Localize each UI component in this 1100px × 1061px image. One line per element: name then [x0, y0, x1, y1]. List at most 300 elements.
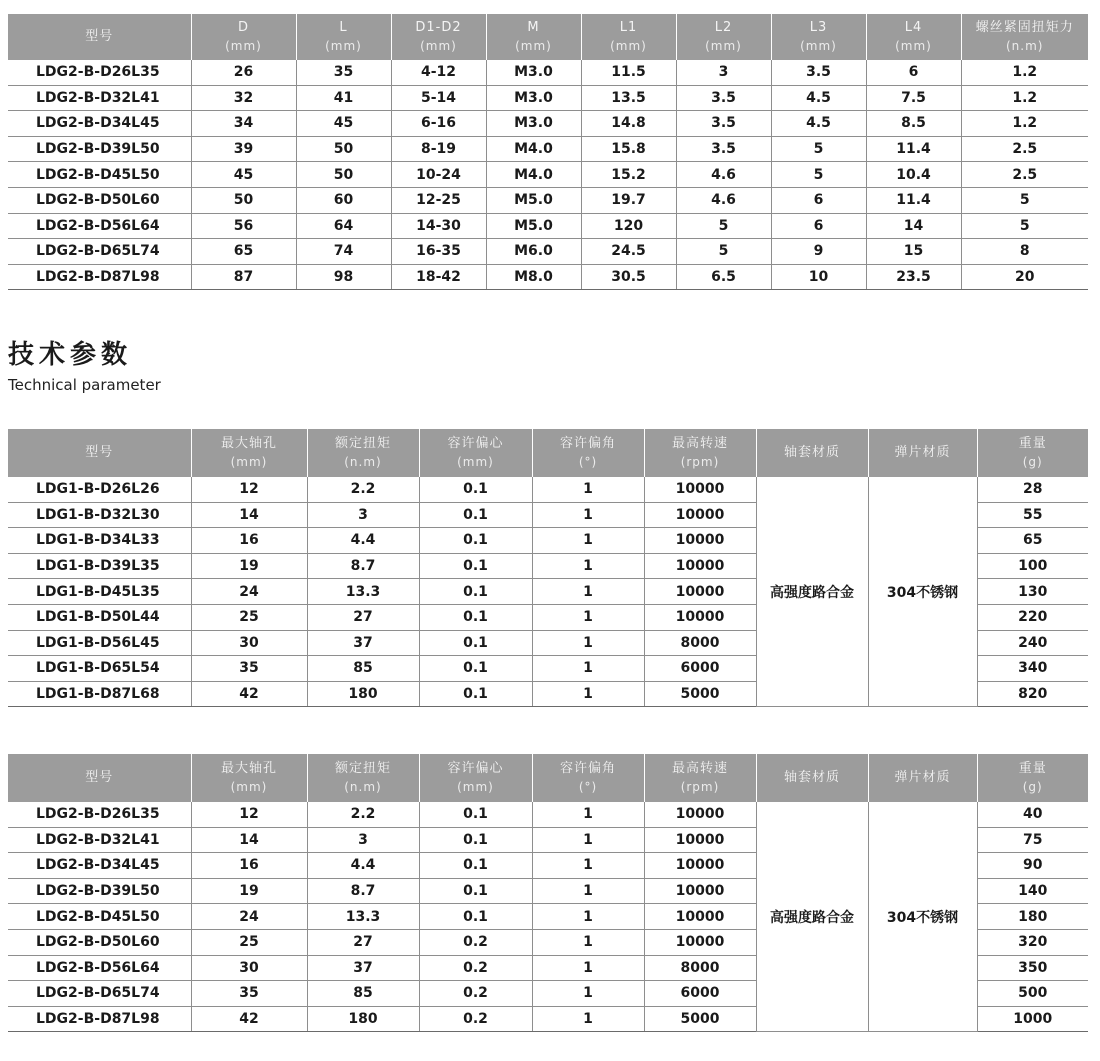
table-cell: 1 [532, 802, 644, 827]
column-header [307, 754, 419, 802]
table-row [8, 60, 1088, 85]
table-cell: 5-14 [391, 85, 486, 111]
table-cell: 10000 [644, 878, 756, 904]
table-cell: 60 [296, 187, 391, 213]
column-header-label: 最高转速 [671, 761, 728, 776]
table-cell: 42 [191, 1006, 307, 1032]
table-cell: 0.1 [419, 477, 532, 502]
table-cell: 2.2 [307, 477, 419, 502]
table-cell: 74 [296, 239, 391, 265]
table-cell: 87 [191, 264, 296, 290]
table-cell: 4.6 [676, 162, 771, 188]
column-header [961, 14, 1088, 60]
column-header [771, 14, 866, 60]
table-cell: 27 [307, 929, 419, 955]
section-title: 技术参数 [8, 340, 133, 370]
table-cell: 1 [532, 502, 644, 528]
table-body [8, 802, 1088, 1032]
column-header-unit: (mm) [895, 39, 932, 53]
column-header-label: 轴套材质 [783, 770, 840, 785]
column-header [486, 14, 581, 60]
table-cell: 25 [191, 604, 307, 630]
column-header [419, 429, 532, 477]
hub-material-cell: 高强度路合金 [756, 477, 868, 707]
weight-cell: 320 [977, 929, 1088, 955]
column-header [581, 14, 676, 60]
column-header [756, 754, 868, 802]
weight-cell: 220 [977, 604, 1088, 630]
column-header-label: 容许偏角 [559, 761, 616, 776]
weight-cell: 28 [977, 477, 1088, 502]
table-cell: 23.5 [866, 264, 961, 290]
table-cell: 3.5 [676, 111, 771, 137]
table-cell: 1 [532, 827, 644, 853]
table-cell: 26 [191, 60, 296, 85]
table-header [8, 754, 1088, 802]
table-cell: 0.1 [419, 656, 532, 682]
table-cell: 4.5 [771, 85, 866, 111]
model-cell: LDG2-B-D50L60 [8, 929, 191, 955]
column-header-unit: (n.m) [1006, 39, 1044, 53]
table-cell: 0.1 [419, 681, 532, 707]
model-cell: LDG1-B-D45L35 [8, 579, 191, 605]
table-cell: 1 [532, 853, 644, 879]
table-cell: 6000 [644, 981, 756, 1007]
table-cell: 3 [307, 502, 419, 528]
table-cell: M4.0 [486, 162, 581, 188]
column-header-unit: (mm) [800, 39, 837, 53]
model-cell: LDG2-B-D39L50 [8, 878, 191, 904]
table-cell: 56 [191, 213, 296, 239]
model-cell: LDG1-B-D26L26 [8, 477, 191, 502]
model-cell: LDG2-B-D45L50 [8, 904, 191, 930]
column-header [644, 754, 756, 802]
model-cell: LDG1-B-D39L35 [8, 553, 191, 579]
table-cell: 0.2 [419, 981, 532, 1007]
column-header-label: 容许偏心 [447, 436, 504, 451]
model-cell: LDG2-B-D39L50 [8, 136, 191, 162]
table-cell: 8.5 [866, 111, 961, 137]
model-cell: LDG2-B-D34L45 [8, 853, 191, 879]
weight-cell: 55 [977, 502, 1088, 528]
column-header-unit: (mm) [420, 39, 457, 53]
model-cell: LDG2-B-D32L41 [8, 827, 191, 853]
column-header-label: M [527, 20, 540, 35]
column-header [866, 14, 961, 60]
table-cell: 1 [532, 630, 644, 656]
column-header-unit: (rpm) [680, 780, 720, 794]
table-cell: 0.1 [419, 802, 532, 827]
weight-cell: 140 [977, 878, 1088, 904]
table-cell: 10000 [644, 528, 756, 554]
table-cell: 5 [961, 187, 1088, 213]
column-header-label: 最大轴孔 [220, 436, 277, 451]
table-cell: 10 [771, 264, 866, 290]
table-cell: 12 [191, 477, 307, 502]
weight-cell: 240 [977, 630, 1088, 656]
table-cell: M4.0 [486, 136, 581, 162]
table-cell: 0.2 [419, 929, 532, 955]
table-cell: 4.4 [307, 528, 419, 554]
table-cell: 27 [307, 604, 419, 630]
table-cell: 0.1 [419, 904, 532, 930]
table-header [8, 429, 1088, 477]
table-cell: 0.1 [419, 528, 532, 554]
table-cell: 19 [191, 553, 307, 579]
table-row [8, 162, 1088, 188]
table-cell: 8.7 [307, 878, 419, 904]
table-cell: 11.5 [581, 60, 676, 85]
column-header-unit: (mm) [515, 39, 552, 53]
table-cell: 0.1 [419, 604, 532, 630]
weight-cell: 820 [977, 681, 1088, 707]
table-cell: 42 [191, 681, 307, 707]
table-cell: 20 [961, 264, 1088, 290]
column-header [307, 429, 419, 477]
table-header [8, 14, 1088, 60]
weight-cell: 180 [977, 904, 1088, 930]
column-header-label: 容许偏心 [447, 761, 504, 776]
model-cell: LDG2-B-D65L74 [8, 981, 191, 1007]
column-header [532, 429, 644, 477]
table-cell: 2.5 [961, 136, 1088, 162]
table-cell: 1.2 [961, 111, 1088, 137]
table-row [8, 136, 1088, 162]
table-cell: 10.4 [866, 162, 961, 188]
table-cell: 5 [771, 162, 866, 188]
table-row [8, 264, 1088, 290]
table-cell: 1 [532, 1006, 644, 1032]
table-cell: 10000 [644, 579, 756, 605]
column-header-label: 最大轴孔 [220, 761, 277, 776]
column-header-unit: (mm) [325, 39, 362, 53]
table-cell: 30 [191, 955, 307, 981]
column-header-label: 螺丝紧固扭矩力 [975, 20, 1074, 35]
table-cell: 180 [307, 1006, 419, 1032]
table-cell: M3.0 [486, 111, 581, 137]
column-header-label: 型号 [85, 770, 114, 785]
column-header-unit: (mm) [230, 455, 268, 469]
table-cell: 85 [307, 656, 419, 682]
weight-cell: 130 [977, 579, 1088, 605]
table-cell: 120 [581, 213, 676, 239]
table-row [8, 802, 1088, 827]
model-cell: LDG2-B-D56L64 [8, 213, 191, 239]
table-cell: M5.0 [486, 187, 581, 213]
column-header [8, 14, 191, 60]
weight-cell: 90 [977, 853, 1088, 879]
table-cell: 10000 [644, 477, 756, 502]
table-cell: 1 [532, 981, 644, 1007]
table-cell: 1 [532, 929, 644, 955]
table-cell: 19.7 [581, 187, 676, 213]
table-cell: 7.5 [866, 85, 961, 111]
table-cell: 0.1 [419, 579, 532, 605]
model-cell: LDG2-B-D26L35 [8, 60, 191, 85]
column-header-unit: (mm) [225, 39, 262, 53]
ldg1-parameter-table [8, 429, 1088, 707]
table-cell: 11.4 [866, 136, 961, 162]
column-header-label: 额定扭矩 [334, 436, 391, 451]
table-cell: 1 [532, 579, 644, 605]
table-cell: 16-35 [391, 239, 486, 265]
column-header [977, 754, 1088, 802]
column-header-label: L2 [714, 20, 733, 35]
model-cell: LDG1-B-D56L45 [8, 630, 191, 656]
table-cell: 5 [771, 136, 866, 162]
table-cell: 8000 [644, 955, 756, 981]
table-cell: 3 [307, 827, 419, 853]
table-cell: 0.1 [419, 502, 532, 528]
column-header-label: 型号 [85, 29, 114, 44]
column-header-label: 重量 [1018, 761, 1047, 776]
model-cell: LDG1-B-D87L68 [8, 681, 191, 707]
column-header-label: 轴套材质 [783, 445, 840, 460]
table-cell: 45 [191, 162, 296, 188]
table-cell: 45 [296, 111, 391, 137]
column-header-label: D [237, 20, 249, 35]
table-cell: 1 [532, 878, 644, 904]
column-header [868, 429, 977, 477]
model-cell: LDG2-B-D56L64 [8, 955, 191, 981]
table-cell: 10000 [644, 502, 756, 528]
table-cell: 5 [961, 213, 1088, 239]
table-cell: 13.3 [307, 579, 419, 605]
column-header-label: 弹片材质 [894, 445, 951, 460]
table-cell: 2.5 [961, 162, 1088, 188]
column-header [868, 754, 977, 802]
table-cell: 0.2 [419, 955, 532, 981]
column-header-unit: (mm) [705, 39, 742, 53]
table-row [8, 85, 1088, 111]
table-cell: 5000 [644, 681, 756, 707]
table-cell: 32 [191, 85, 296, 111]
weight-cell: 75 [977, 827, 1088, 853]
table-cell: 50 [191, 187, 296, 213]
table-cell: 1 [532, 904, 644, 930]
table-cell: M6.0 [486, 239, 581, 265]
table-cell: 4.4 [307, 853, 419, 879]
column-header-unit: (g) [1022, 780, 1043, 794]
table-cell: M8.0 [486, 264, 581, 290]
table-cell: 30.5 [581, 264, 676, 290]
table-cell: 37 [307, 955, 419, 981]
table-cell: 15.8 [581, 136, 676, 162]
weight-cell: 100 [977, 553, 1088, 579]
column-header-unit: (rpm) [680, 455, 720, 469]
table-cell: 24 [191, 579, 307, 605]
table-cell: 10000 [644, 853, 756, 879]
table-cell: 10000 [644, 929, 756, 955]
dimension-table [8, 14, 1088, 290]
table-cell: 10000 [644, 802, 756, 827]
table-cell: 1.2 [961, 60, 1088, 85]
column-header-label: L3 [809, 20, 828, 35]
table-cell: 85 [307, 981, 419, 1007]
table-cell: 41 [296, 85, 391, 111]
table-cell: 1 [532, 681, 644, 707]
column-header-label: L [339, 20, 348, 35]
weight-cell: 40 [977, 802, 1088, 827]
weight-cell: 65 [977, 528, 1088, 554]
table-cell: 35 [191, 981, 307, 1007]
column-header [8, 429, 191, 477]
table-cell: 13.3 [307, 904, 419, 930]
column-header [644, 429, 756, 477]
table-cell: 0.1 [419, 827, 532, 853]
table-cell: 10000 [644, 904, 756, 930]
column-header-unit: (n.m) [344, 780, 382, 794]
column-header-label: 额定扭矩 [334, 761, 391, 776]
table-cell: 50 [296, 162, 391, 188]
table-cell: 3.5 [676, 136, 771, 162]
column-header-unit: (n.m) [344, 455, 382, 469]
table-cell: 1 [532, 656, 644, 682]
table-cell: 25 [191, 929, 307, 955]
column-header [532, 754, 644, 802]
table-cell: 6 [771, 187, 866, 213]
disc-material-cell: 304不锈钢 [868, 802, 977, 1032]
table-cell: 16 [191, 528, 307, 554]
disc-material-cell: 304不锈钢 [868, 477, 977, 707]
table-cell: 4-12 [391, 60, 486, 85]
table-cell: 0.1 [419, 878, 532, 904]
model-cell: LDG1-B-D34L33 [8, 528, 191, 554]
table-cell: 64 [296, 213, 391, 239]
table-cell: 15 [866, 239, 961, 265]
model-cell: LDG2-B-D87L98 [8, 264, 191, 290]
table-row [8, 239, 1088, 265]
table-cell: 1 [532, 477, 644, 502]
table-cell: 65 [191, 239, 296, 265]
table-row [8, 477, 1088, 502]
table-cell: 10-24 [391, 162, 486, 188]
table-cell: 37 [307, 630, 419, 656]
table-cell: 34 [191, 111, 296, 137]
table-cell: 3.5 [676, 85, 771, 111]
table-cell: 8-19 [391, 136, 486, 162]
table-cell: M5.0 [486, 213, 581, 239]
table-cell: 9 [771, 239, 866, 265]
column-header [296, 14, 391, 60]
model-cell: LDG1-B-D32L30 [8, 502, 191, 528]
table-cell: 4.5 [771, 111, 866, 137]
table-cell: 1.2 [961, 85, 1088, 111]
table-cell: 3.5 [771, 60, 866, 85]
table-cell: 14 [191, 827, 307, 853]
model-cell: LDG1-B-D65L54 [8, 656, 191, 682]
table-row [8, 187, 1088, 213]
table-row [8, 111, 1088, 137]
table-cell: 16 [191, 853, 307, 879]
table-cell: 18-42 [391, 264, 486, 290]
table-cell: 2.2 [307, 802, 419, 827]
table-cell: 1 [532, 528, 644, 554]
table-cell: 14.8 [581, 111, 676, 137]
column-header [191, 14, 296, 60]
table-cell: 10000 [644, 553, 756, 579]
table-cell: 8.7 [307, 553, 419, 579]
column-header [391, 14, 486, 60]
table-cell: 50 [296, 136, 391, 162]
table-cell: 3 [676, 60, 771, 85]
table-cell: 19 [191, 878, 307, 904]
model-cell: LDG2-B-D65L74 [8, 239, 191, 265]
table-cell: 11.4 [866, 187, 961, 213]
column-header [8, 754, 191, 802]
model-cell: LDG2-B-D45L50 [8, 162, 191, 188]
table-cell: 39 [191, 136, 296, 162]
column-header-label: D1-D2 [415, 20, 462, 35]
table-cell: 5000 [644, 1006, 756, 1032]
column-header-unit: (°) [578, 455, 598, 469]
column-header-label: 容许偏角 [559, 436, 616, 451]
table-cell: 0.1 [419, 853, 532, 879]
column-header [676, 14, 771, 60]
weight-cell: 1000 [977, 1006, 1088, 1032]
model-cell: LDG2-B-D32L41 [8, 85, 191, 111]
table-cell: 24 [191, 904, 307, 930]
column-header-unit: (g) [1022, 455, 1043, 469]
table-cell: 1 [532, 553, 644, 579]
column-header-unit: (°) [578, 780, 598, 794]
table-cell: 6 [866, 60, 961, 85]
column-header-unit: (mm) [457, 455, 494, 469]
column-header [191, 754, 307, 802]
table-cell: 8000 [644, 630, 756, 656]
column-header-label: L1 [619, 20, 638, 35]
column-header-label: 重量 [1018, 436, 1047, 451]
section-subtitle: Technical parameter [8, 376, 161, 394]
table-cell: 10000 [644, 604, 756, 630]
table-cell: 0.1 [419, 553, 532, 579]
table-cell: 6-16 [391, 111, 486, 137]
table-cell: 24.5 [581, 239, 676, 265]
table-cell: M3.0 [486, 85, 581, 111]
table-cell: 15.2 [581, 162, 676, 188]
table-cell: 14-30 [391, 213, 486, 239]
table-cell: 12 [191, 802, 307, 827]
table-body [8, 60, 1088, 290]
column-header-unit: (mm) [610, 39, 647, 53]
model-cell: LDG2-B-D50L60 [8, 187, 191, 213]
table-body [8, 477, 1088, 707]
column-header-label: 型号 [85, 445, 114, 460]
table-row [8, 213, 1088, 239]
column-header [977, 429, 1088, 477]
column-header-label: 最高转速 [671, 436, 728, 451]
table-cell: 6 [771, 213, 866, 239]
model-cell: LDG2-B-D34L45 [8, 111, 191, 137]
column-header-unit: (mm) [230, 780, 268, 794]
hub-material-cell: 高强度路合金 [756, 802, 868, 1032]
weight-cell: 500 [977, 981, 1088, 1007]
table-cell: M3.0 [486, 60, 581, 85]
model-cell: LDG1-B-D50L44 [8, 604, 191, 630]
column-header-label: L4 [904, 20, 923, 35]
table-cell: 0.1 [419, 630, 532, 656]
ldg2-parameter-table [8, 754, 1088, 1032]
table-cell: 8 [961, 239, 1088, 265]
table-cell: 1 [532, 604, 644, 630]
table-cell: 5 [676, 239, 771, 265]
table-cell: 4.6 [676, 187, 771, 213]
column-header [419, 754, 532, 802]
column-header [756, 429, 868, 477]
table-cell: 14 [191, 502, 307, 528]
table-cell: 30 [191, 630, 307, 656]
column-header-unit: (mm) [457, 780, 494, 794]
